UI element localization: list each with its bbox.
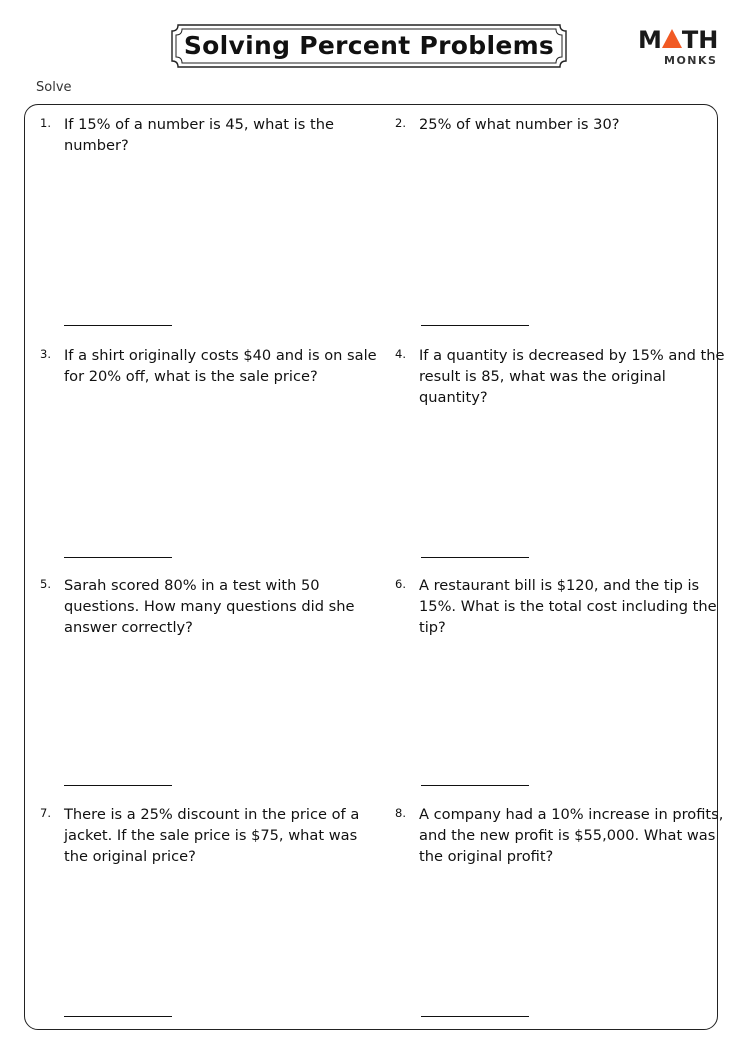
page-title: Solving Percent Problems <box>183 31 555 60</box>
problem-text: There is a 25% discount in the price of a jacket. If the sale price is $75, what was the original price? <box>64 806 360 865</box>
triangle-icon <box>662 29 682 48</box>
problem-text: A restaurant bill is $120, and the tip is 15%. What is the total cost including the tip? <box>419 577 717 636</box>
problem-number: 7. <box>40 806 51 820</box>
logo-wordmark-m: M <box>638 26 662 54</box>
problems-panel <box>24 104 718 1030</box>
math-monks-logo <box>638 26 724 70</box>
problem-number: 2. <box>395 116 406 130</box>
answer-line-7[interactable] <box>64 1016 172 1017</box>
problem-number: 1. <box>40 116 51 130</box>
answer-line-5[interactable] <box>64 785 172 786</box>
answer-line-1[interactable] <box>64 325 172 326</box>
answer-line-3[interactable] <box>64 557 172 558</box>
title-frame <box>170 23 568 69</box>
logo-wordmark-th: TH <box>681 26 719 54</box>
instruction-label: Solve <box>36 80 72 95</box>
problem-number: 3. <box>40 347 51 361</box>
logo-subtitle: MONKS <box>664 54 718 67</box>
problem-text: If 15% of a number is 45, what is the number? <box>64 116 334 154</box>
problem-number: 4. <box>395 347 406 361</box>
problem-number: 6. <box>395 577 406 591</box>
problem-number: 5. <box>40 577 51 591</box>
answer-line-2[interactable] <box>421 325 529 326</box>
answer-line-6[interactable] <box>421 785 529 786</box>
answer-line-4[interactable] <box>421 557 529 558</box>
problem-text: If a quantity is decreased by 15% and the result is 85, what was the original quantity? <box>419 347 725 406</box>
problem-text: Sarah scored 80% in a test with 50 questions. How many questions did she answer correctly? <box>64 577 355 636</box>
answer-line-8[interactable] <box>421 1016 529 1017</box>
problem-text: A company had a 10% increase in profits, and the new profit is $55,000. What was the original profit? <box>419 806 724 865</box>
logo-wordmark <box>638 26 722 54</box>
problem-text: 25% of what number is 30? <box>419 116 620 133</box>
problem-text: If a shirt originally costs $40 and is on sale for 20% off, what is the sale price? <box>64 347 377 385</box>
problem-number: 8. <box>395 806 406 820</box>
